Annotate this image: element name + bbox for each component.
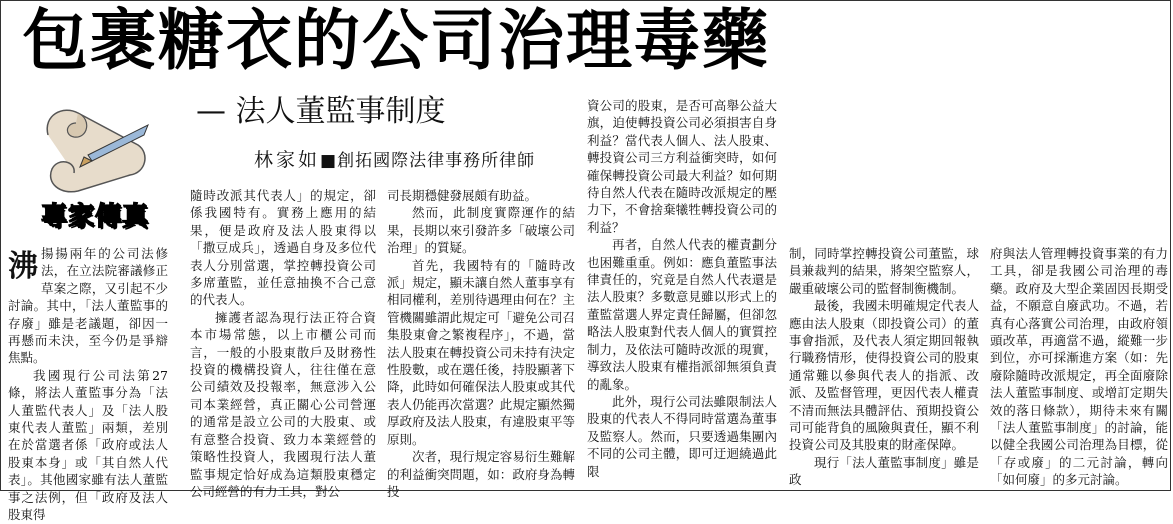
- paragraph: 府與法人管理轉投資事業的有力工具，卻是我國公司治理的毒藥。政府及大型企業固因長期受益，不願意自廢武功。不過，若真有心落實公司治理，由政府領頭改革，再適當不過，縱難一步到位，亦可採漸進方案（如：先廢除隨時改派規定，再全面廢除法人董監事制度、或增訂定期失效的落日條款），期待未來有關「法人董監事制度」的討論，能以健全我國公司治理為目標，從「存或廢」的二元討論，轉向「如何廢」的多元討論。: [990, 246, 1168, 488]
- paragraph: 最後，我國未明確規定代表人應由法人股東（即投資公司）的董事會指派，及代表人須定期回報執行職務情形，使得投資公司的股東通常難以參與代表人的指派、改派、及監督管理，更因代表人權責不清而無法具體評估、預期投資公司可能背負的風險與責任，顯不利投資公司及其股東的財產保障。: [789, 298, 979, 453]
- paragraph: 資公司的股東，是否可高舉公益大旗，迫使轉投資公司必須損害自身利益？當代表人個人、法人股東、轉投資公司三方利益衝突時，如何確保轉投資公司最大利益？如何期待自然人代表在隨時改派規定的壓力下，不會捨棄犧牲轉投資公司的利益？: [587, 98, 777, 235]
- headline: 包裹糖衣的公司治理毒藥: [22, 2, 770, 79]
- paragraph: 然而，此制度實際運作的結果，長期以來引發許多「破壞公司治理」的質疑。: [387, 205, 575, 256]
- column-4: [587, 97, 777, 493]
- paragraph: 司長期穩健發展頗有助益。: [387, 188, 538, 203]
- paragraph: 制，同時掌控轉投資公司董監，球員兼裁判的結果，將架空監察人，嚴重破壞公司的監督制衡機制。: [789, 246, 979, 296]
- paragraph: 首先，我國特有的「隨時改派」規定，顯未讓自然人董事享有相同權利，差別待遇理由何在？主管機關雖謂此規定可「避免公司召集股東會之繁複程序」，不過，當法人股東在轉投資公司未持有決定性股數，或在選任後，持股顯著下降，此時如何確保法人股東或其代表人仍能再次當選？此規定顯然獨厚政府及法人股東，有違股東平等原則。: [387, 257, 575, 447]
- column-tag: 專家傳真: [40, 202, 149, 232]
- paragraph: 揚揚兩年的公司法修法，在立法院審議修正草案之際，又引起不少討論。其中，「法人董監事的存廢」雖是老議題，卻因一再懸而未決，至今仍是爭辯焦點。: [8, 246, 168, 366]
- paragraph: 此外，現行公司法雖限制法人股東的代表人不得同時當選為董事及監察人。然而，只要透過集團內不同的公司主體，即可迂迴繞過此限: [587, 393, 777, 479]
- paragraph: 次者，現行規定容易衍生難解的利益衝突問題，如：政府身為轉投: [387, 449, 575, 499]
- column-3: [387, 187, 575, 499]
- paragraph: 現行「法人董監事制度」雖是政: [789, 454, 979, 488]
- author-affiliation: ■創拓國際法律事務所律師: [320, 151, 536, 171]
- author-name: 林家如: [254, 149, 321, 171]
- byline: [254, 148, 535, 173]
- column-1: [8, 245, 168, 523]
- subtitle: — 法人董監事制度: [196, 94, 446, 129]
- column-5: [789, 245, 979, 493]
- paragraph: 再者，自然人代表的權責劃分也困難重重。例如：應負董監事法律責任的，究竟是自然人代表還是法人股東？多數意見雖以形式上的董監當選人界定責任歸屬，但卻忽略法人股東對代表人個人的實質控制力，及依法可隨時改派的現實，導致法人股東有權指派卻無須負責的亂象。: [587, 237, 777, 392]
- column-2: [190, 187, 376, 499]
- drop-cap: 沸: [8, 249, 38, 284]
- paragraph: 我國現行公司法第27條，將法人董監事分為「法人董監代表人」及「法人股東代表人董監」兩類，差別在於當選者係「政府或法人股東本身」或「其自然人代表」。其他國家雖有法人董監事之法例，但「政府及法人股東得: [8, 367, 168, 523]
- paragraph: 擁護者認為現行法正符合資本市場常態，以上市櫃公司而言，一般的小股東散戶及財務性投資的機構投資人，往往僅在意公司績效及投報率，無意涉入公司本業經營，真正關心公司營運的通常是設立公司的大股東、或有意整合投資、致力本業經營的策略性投資人，我國現行法人董監事規定恰好成為這類股東穩定公司經營的有力工具，對公: [190, 309, 376, 499]
- paragraph: 隨時改派其代表人」的規定，卻係我國特有。實務上應用的結果，便是政府及法人股東得以「撒豆成兵」，透過自身及多位代表人分別當選，掌控轉投資公司多席董監，並任意抽換不合己意的代表人。: [190, 188, 376, 308]
- column-6: [990, 245, 1168, 493]
